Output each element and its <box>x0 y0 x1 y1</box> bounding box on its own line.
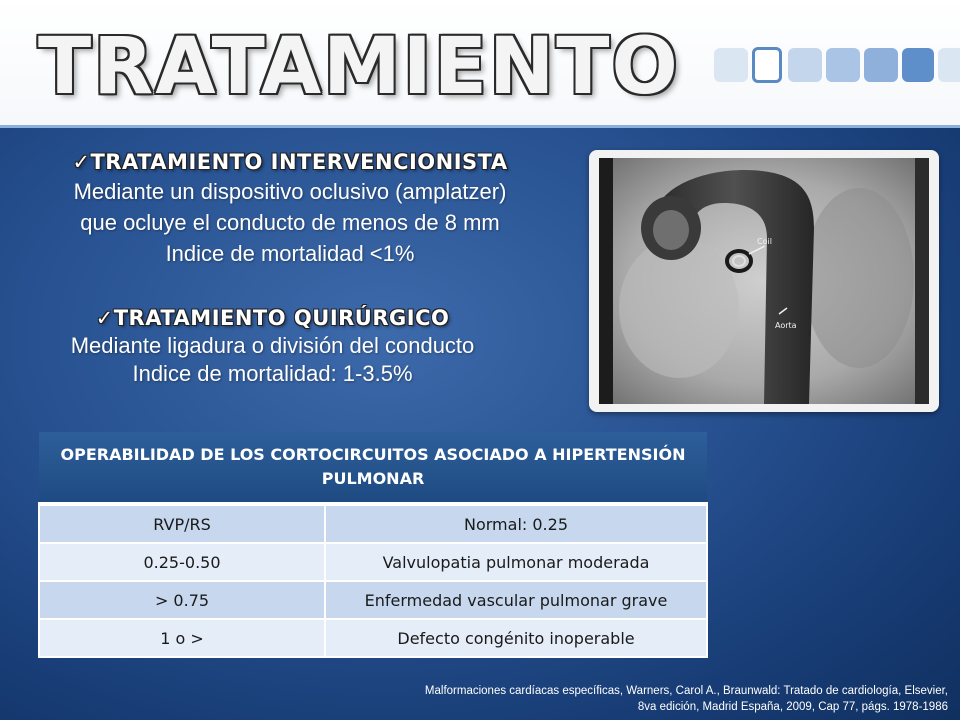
table-cell-description: Normal: 0.25 <box>325 504 707 543</box>
operability-table <box>38 432 708 658</box>
table-row <box>39 619 707 657</box>
xray-image-frame <box>589 150 939 412</box>
intervencionista-line-1: Mediante un dispositivo oclusivo (amplatzer) <box>73 179 507 204</box>
xray-label-aorta: Aorta <box>775 321 797 330</box>
table-header: OPERABILIDAD DE LOS CORTOCIRCUITOS ASOCIADO A HIPERTENSIÓN PULMONAR <box>39 432 707 504</box>
angiography-image <box>599 158 929 404</box>
decor-square-7 <box>938 48 960 82</box>
xray-label-coil: Coil <box>757 237 772 246</box>
decor-square-4 <box>826 48 860 82</box>
table-cell-description: Enfermedad vascular pulmonar grave <box>325 581 707 619</box>
quirurgico-section <box>0 306 545 388</box>
intervencionista-line-2: que ocluye el conducto de menos de 8 mm <box>80 210 500 235</box>
table-cell-ratio: > 0.75 <box>39 581 325 619</box>
quirurgico-line-1: Mediante ligadura o división del conducto <box>70 333 475 358</box>
quirurgico-heading: ✓TRATAMIENTO QUIRÚRGICO <box>95 306 450 330</box>
citation-line-1: Malformaciones cardíacas específicas, Warners, Carol A., Braunwald: Tratado de cardiología, Elsevier, <box>424 685 948 697</box>
table-row <box>39 581 707 619</box>
decor-square-2 <box>752 47 782 83</box>
table-cell-ratio: 1 o > <box>39 619 325 657</box>
table-cell-description: Valvulopatia pulmonar moderada <box>325 543 707 581</box>
table-row <box>39 504 707 543</box>
table-row <box>39 543 707 581</box>
intervencionista-heading: ✓TRATAMIENTO INTERVENCIONISTA <box>72 150 508 174</box>
header-divider <box>0 125 960 128</box>
table-header-row <box>39 432 707 504</box>
citation <box>308 683 948 715</box>
intervencionista-line-3: Indice de mortalidad <1% <box>165 241 415 266</box>
decor-square-6 <box>902 48 934 82</box>
intervencionista-section <box>10 150 570 269</box>
table-cell-description: Defecto congénito inoperable <box>325 619 707 657</box>
decor-square-1 <box>714 48 748 82</box>
decor-square-3 <box>788 48 822 82</box>
quirurgico-line-2: Indice de mortalidad: 1-3.5% <box>132 361 413 386</box>
table-cell-ratio: RVP/RS <box>39 504 325 543</box>
table-cell-ratio: 0.25-0.50 <box>39 543 325 581</box>
page-title: TRATAMIENTO <box>38 22 680 112</box>
citation-line-2: 8va edición, Madrid España, 2009, Cap 77, págs. 1978-1986 <box>637 701 948 713</box>
decor-square-5 <box>864 48 898 82</box>
